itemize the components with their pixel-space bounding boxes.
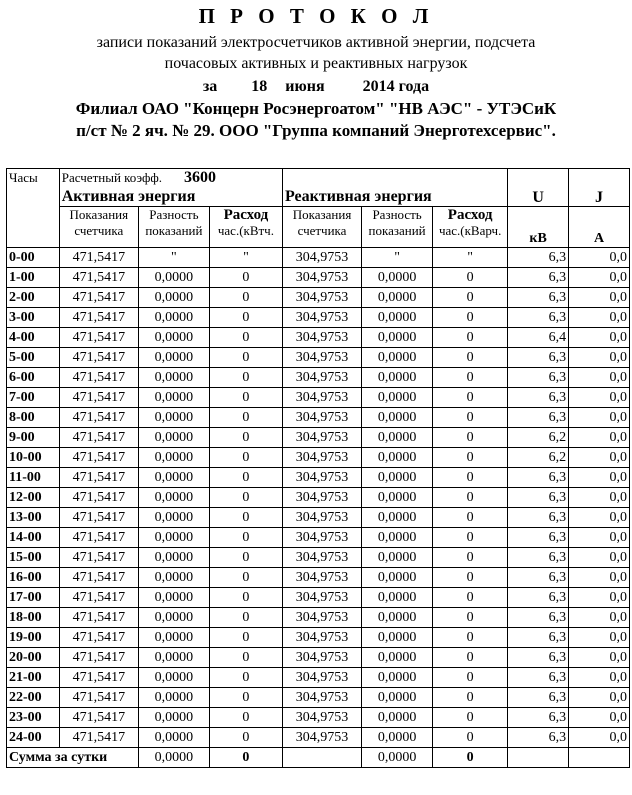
active-diff-cell: 0,0000 [138, 428, 209, 448]
active-expense-cell: 0 [209, 728, 282, 748]
reactive-expense-cell: 0 [433, 628, 508, 648]
reactive-diff-cell: " [362, 248, 433, 268]
current-cell: 0,0 [569, 588, 630, 608]
active-reading-cell: 471,5417 [59, 628, 138, 648]
table-row [7, 648, 630, 668]
active-expense-cell: 0 [209, 488, 282, 508]
reactive-reading-cell: 304,9753 [282, 468, 361, 488]
table-row [7, 548, 630, 568]
table-row [7, 728, 630, 748]
voltage-cell: 6,3 [508, 628, 569, 648]
voltage-cell: 6,2 [508, 428, 569, 448]
reactive-reading-cell: 304,9753 [282, 688, 361, 708]
hour-cell: 13-00 [7, 508, 60, 528]
voltage-cell: 6,3 [508, 688, 569, 708]
reactive-reading-cell: 304,9753 [282, 508, 361, 528]
active-diff-cell: 0,0000 [138, 628, 209, 648]
reactive-expense-cell: 0 [433, 688, 508, 708]
active-expense-cell: 0 [209, 528, 282, 548]
reactive-reading-cell: 304,9753 [282, 348, 361, 368]
date-month: июня [285, 78, 325, 95]
active-expense-cell: 0 [209, 308, 282, 328]
reactive-diff-cell: 0,0000 [362, 688, 433, 708]
current-cell: 0,0 [569, 448, 630, 468]
active-energy-header [59, 169, 282, 207]
current-cell: 0,0 [569, 408, 630, 428]
active-reading-cell: 471,5417 [59, 408, 138, 428]
table-row [7, 708, 630, 728]
active-expense-cell: 0 [209, 668, 282, 688]
current-cell: 0,0 [569, 648, 630, 668]
voltage-cell: 6,3 [508, 588, 569, 608]
active-expense-cell: 0 [209, 368, 282, 388]
reactive-expense-cell: 0 [433, 528, 508, 548]
active-diff-cell: 0,0000 [138, 568, 209, 588]
active-diff-cell: 0,0000 [138, 528, 209, 548]
active-diff-cell: 0,0000 [138, 408, 209, 428]
table-row [7, 448, 630, 468]
reactive-diff-cell: 0,0000 [362, 408, 433, 428]
hour-cell: 24-00 [7, 728, 60, 748]
total-reactive-expense: 0 [433, 748, 508, 768]
active-reading-cell: 471,5417 [59, 428, 138, 448]
reactive-diff-cell: 0,0000 [362, 528, 433, 548]
coefficient-value: 3600 [184, 169, 216, 186]
reactive-reading-cell: 304,9753 [282, 368, 361, 388]
current-cell: 0,0 [569, 548, 630, 568]
reactive-diff-cell: 0,0000 [362, 428, 433, 448]
reactive-diff-cell: 0,0000 [362, 648, 433, 668]
document-title: П Р О Т О К О Л [198, 4, 434, 28]
active-expense-cell: 0 [209, 548, 282, 568]
active-diff-cell: 0,0000 [138, 368, 209, 388]
voltage-cell: 6,3 [508, 508, 569, 528]
reactive-reading-cell: 304,9753 [282, 408, 361, 428]
reactive-expense-cell: 0 [433, 728, 508, 748]
reactive-expense-cell: 0 [433, 588, 508, 608]
reactive-diff-cell: 0,0000 [362, 308, 433, 328]
reactive-reading-cell: 304,9753 [282, 708, 361, 728]
total-empty-voltage [508, 748, 569, 768]
current-cell: 0,0 [569, 368, 630, 388]
active-expense-cell: 0 [209, 688, 282, 708]
active-expense-cell: 0 [209, 408, 282, 428]
hour-cell: 21-00 [7, 668, 60, 688]
voltage-cell: 6,3 [508, 568, 569, 588]
table-row [7, 248, 630, 268]
voltage-unit: кВ [508, 207, 569, 248]
reactive-expense-cell: 0 [433, 708, 508, 728]
table-row [7, 268, 630, 288]
current-cell: 0,0 [569, 328, 630, 348]
active-reading-cell: 471,5417 [59, 508, 138, 528]
reactive-expense-cell: 0 [433, 348, 508, 368]
reactive-expense-cell: 0 [433, 268, 508, 288]
reactive-expense-cell: 0 [433, 408, 508, 428]
reactive-diff-cell: 0,0000 [362, 488, 433, 508]
table-row [7, 288, 630, 308]
hour-cell: 3-00 [7, 308, 60, 328]
reactive-diff-cell: 0,0000 [362, 668, 433, 688]
reactive-reading-cell: 304,9753 [282, 248, 361, 268]
hour-cell: 22-00 [7, 688, 60, 708]
active-diff-cell: 0,0000 [138, 728, 209, 748]
reactive-expense-cell: 0 [433, 328, 508, 348]
active-readings-subheader: Показания счетчика [59, 207, 138, 248]
reactive-reading-cell: 304,9753 [282, 628, 361, 648]
current-cell: 0,0 [569, 668, 630, 688]
reactive-diff-subheader: Разность показаний [362, 207, 433, 248]
table-row [7, 608, 630, 628]
current-cell: 0,0 [569, 428, 630, 448]
date-day: 18 [251, 78, 268, 95]
current-cell: 0,0 [569, 708, 630, 728]
reactive-expense-cell: 0 [433, 508, 508, 528]
active-diff-cell: 0,0000 [138, 548, 209, 568]
current-cell: 0,0 [569, 628, 630, 648]
total-active-diff: 0,0000 [138, 748, 209, 768]
active-diff-cell: 0,0000 [138, 388, 209, 408]
active-reading-cell: 471,5417 [59, 468, 138, 488]
hour-cell: 1-00 [7, 268, 60, 288]
active-diff-cell: 0,0000 [138, 308, 209, 328]
active-diff-cell: 0,0000 [138, 328, 209, 348]
voltage-cell: 6,3 [508, 408, 569, 428]
reactive-reading-cell: 304,9753 [282, 668, 361, 688]
voltage-cell: 6,3 [508, 468, 569, 488]
reactive-expense-cell: 0 [433, 288, 508, 308]
reactive-expense-cell: 0 [433, 448, 508, 468]
reactive-reading-cell: 304,9753 [282, 288, 361, 308]
voltage-cell: 6,3 [508, 528, 569, 548]
hour-cell: 19-00 [7, 628, 60, 648]
hour-cell: 14-00 [7, 528, 60, 548]
current-cell: 0,0 [569, 348, 630, 368]
reactive-expense-cell: 0 [433, 388, 508, 408]
reactive-reading-cell: 304,9753 [282, 308, 361, 328]
table-row [7, 368, 630, 388]
active-expense-cell: 0 [209, 288, 282, 308]
active-expense-cell: 0 [209, 328, 282, 348]
table-row [7, 328, 630, 348]
voltage-cell: 6,4 [508, 328, 569, 348]
total-row [7, 748, 630, 768]
table-row [7, 428, 630, 448]
hour-cell: 7-00 [7, 388, 60, 408]
date-prefix: за [202, 78, 218, 95]
active-reading-cell: 471,5417 [59, 488, 138, 508]
total-reactive-diff: 0,0000 [362, 748, 433, 768]
active-reading-cell: 471,5417 [59, 388, 138, 408]
voltage-cell: 6,3 [508, 308, 569, 328]
current-cell: 0,0 [569, 528, 630, 548]
current-cell: 0,0 [569, 308, 630, 328]
reactive-expense-cell: 0 [433, 648, 508, 668]
active-diff-cell: 0,0000 [138, 488, 209, 508]
hour-cell: 10-00 [7, 448, 60, 468]
current-header: J [569, 169, 630, 207]
active-reading-cell: 471,5417 [59, 648, 138, 668]
reactive-energy-header: Реактивная энергия [282, 169, 507, 207]
reactive-diff-cell: 0,0000 [362, 708, 433, 728]
hour-cell: 6-00 [7, 368, 60, 388]
coefficient-label: Расчетный коэфф. [61, 170, 162, 185]
table-row [7, 308, 630, 328]
table-row [7, 348, 630, 368]
active-expense-cell: 0 [209, 588, 282, 608]
active-reading-cell: 471,5417 [59, 588, 138, 608]
active-expense-cell: 0 [209, 628, 282, 648]
hour-cell: 18-00 [7, 608, 60, 628]
voltage-cell: 6,3 [508, 268, 569, 288]
table-row [7, 408, 630, 428]
current-cell: 0,0 [569, 248, 630, 268]
active-expense-cell: 0 [209, 608, 282, 628]
reactive-reading-cell: 304,9753 [282, 328, 361, 348]
reactive-diff-cell: 0,0000 [362, 728, 433, 748]
current-cell: 0,0 [569, 488, 630, 508]
reactive-reading-cell: 304,9753 [282, 488, 361, 508]
hour-cell: 16-00 [7, 568, 60, 588]
reactive-diff-cell: 0,0000 [362, 568, 433, 588]
active-reading-cell: 471,5417 [59, 568, 138, 588]
active-reading-cell: 471,5417 [59, 308, 138, 328]
active-diff-cell: 0,0000 [138, 448, 209, 468]
active-diff-subheader: Разность показаний [138, 207, 209, 248]
reactive-diff-cell: 0,0000 [362, 508, 433, 528]
reactive-reading-cell: 304,9753 [282, 388, 361, 408]
active-reading-cell: 471,5417 [59, 708, 138, 728]
reactive-reading-cell: 304,9753 [282, 728, 361, 748]
reactive-diff-cell: 0,0000 [362, 548, 433, 568]
reactive-diff-cell: 0,0000 [362, 608, 433, 628]
active-reading-cell: 471,5417 [59, 728, 138, 748]
voltage-cell: 6,3 [508, 388, 569, 408]
reactive-expense-cell: 0 [433, 548, 508, 568]
reactive-expense-cell: 0 [433, 608, 508, 628]
active-diff-cell: 0,0000 [138, 268, 209, 288]
date-year: 2014 года [362, 78, 430, 95]
reactive-diff-cell: 0,0000 [362, 268, 433, 288]
table-row [7, 468, 630, 488]
reactive-diff-cell: 0,0000 [362, 288, 433, 308]
reactive-expense-cell: 0 [433, 468, 508, 488]
active-reading-cell: 471,5417 [59, 248, 138, 268]
table-row [7, 528, 630, 548]
reactive-expense-cell: 0 [433, 568, 508, 588]
reactive-reading-cell: 304,9753 [282, 448, 361, 468]
active-diff-cell: " [138, 248, 209, 268]
active-reading-cell: 471,5417 [59, 288, 138, 308]
hour-cell: 5-00 [7, 348, 60, 368]
active-diff-cell: 0,0000 [138, 288, 209, 308]
active-diff-cell: 0,0000 [138, 588, 209, 608]
current-cell: 0,0 [569, 568, 630, 588]
table-row [7, 568, 630, 588]
active-reading-cell: 471,5417 [59, 528, 138, 548]
reactive-reading-cell: 304,9753 [282, 568, 361, 588]
active-diff-cell: 0,0000 [138, 348, 209, 368]
voltage-cell: 6,3 [508, 368, 569, 388]
active-expense-cell: 0 [209, 268, 282, 288]
current-unit: А [569, 207, 630, 248]
hour-cell: 0-00 [7, 248, 60, 268]
active-expense-cell: 0 [209, 708, 282, 728]
active-reading-cell: 471,5417 [59, 328, 138, 348]
hour-cell: 2-00 [7, 288, 60, 308]
active-expense-cell: 0 [209, 568, 282, 588]
subtitle-line-1: записи показаний электросчетчиков активной энергии, подсчета [96, 34, 536, 51]
voltage-cell: 6,3 [508, 648, 569, 668]
current-cell: 0,0 [569, 688, 630, 708]
table-row [7, 688, 630, 708]
hour-cell: 4-00 [7, 328, 60, 348]
date-line [0, 78, 632, 96]
active-diff-cell: 0,0000 [138, 688, 209, 708]
voltage-cell: 6,3 [508, 348, 569, 368]
reactive-diff-cell: 0,0000 [362, 348, 433, 368]
table-row [7, 588, 630, 608]
reactive-reading-cell: 304,9753 [282, 428, 361, 448]
current-cell: 0,0 [569, 468, 630, 488]
current-cell: 0,0 [569, 608, 630, 628]
reactive-expense-cell: 0 [433, 428, 508, 448]
voltage-cell: 6,3 [508, 248, 569, 268]
active-reading-cell: 471,5417 [59, 688, 138, 708]
total-empty-reactive-reading [282, 748, 361, 768]
active-reading-cell: 471,5417 [59, 608, 138, 628]
active-reading-cell: 471,5417 [59, 548, 138, 568]
voltage-header: U [508, 169, 569, 207]
reactive-reading-cell: 304,9753 [282, 588, 361, 608]
subtitle-line-2: почасовых активных и реактивных нагрузок [164, 55, 468, 72]
active-diff-cell: 0,0000 [138, 608, 209, 628]
active-reading-cell: 471,5417 [59, 348, 138, 368]
active-diff-cell: 0,0000 [138, 708, 209, 728]
voltage-cell: 6,3 [508, 708, 569, 728]
active-energy-label: Активная энергия [61, 188, 196, 205]
voltage-cell: 6,3 [508, 548, 569, 568]
total-active-expense: 0 [209, 748, 282, 768]
voltage-cell: 6,3 [508, 668, 569, 688]
hours-header: Часы [7, 169, 60, 248]
active-expense-cell: 0 [209, 468, 282, 488]
reactive-readings-subheader: Показания счетчика [282, 207, 361, 248]
active-reading-cell: 471,5417 [59, 368, 138, 388]
table-row [7, 508, 630, 528]
hour-cell: 20-00 [7, 648, 60, 668]
active-expense-cell: 0 [209, 648, 282, 668]
table-row [7, 488, 630, 508]
current-cell: 0,0 [569, 268, 630, 288]
readings-table [6, 168, 630, 768]
table-row [7, 668, 630, 688]
active-expense-cell: 0 [209, 428, 282, 448]
reactive-diff-cell: 0,0000 [362, 448, 433, 468]
reactive-expense-cell: " [433, 248, 508, 268]
active-reading-cell: 471,5417 [59, 268, 138, 288]
reactive-diff-cell: 0,0000 [362, 468, 433, 488]
reactive-reading-cell: 304,9753 [282, 648, 361, 668]
voltage-cell: 6,3 [508, 608, 569, 628]
reactive-diff-cell: 0,0000 [362, 368, 433, 388]
active-expense-cell: " [209, 248, 282, 268]
active-expense-cell: 0 [209, 508, 282, 528]
total-empty-current [569, 748, 630, 768]
active-diff-cell: 0,0000 [138, 648, 209, 668]
reactive-diff-cell: 0,0000 [362, 328, 433, 348]
hour-cell: 17-00 [7, 588, 60, 608]
active-expense-cell: 0 [209, 448, 282, 468]
reactive-expense-subheader: Расход час.(кВарч. [433, 207, 508, 248]
reactive-expense-cell: 0 [433, 368, 508, 388]
reactive-reading-cell: 304,9753 [282, 548, 361, 568]
reactive-expense-cell: 0 [433, 488, 508, 508]
voltage-cell: 6,2 [508, 448, 569, 468]
reactive-reading-cell: 304,9753 [282, 528, 361, 548]
reactive-diff-cell: 0,0000 [362, 628, 433, 648]
hour-cell: 12-00 [7, 488, 60, 508]
active-diff-cell: 0,0000 [138, 508, 209, 528]
reactive-reading-cell: 304,9753 [282, 608, 361, 628]
voltage-cell: 6,3 [508, 728, 569, 748]
active-expense-cell: 0 [209, 348, 282, 368]
active-diff-cell: 0,0000 [138, 468, 209, 488]
hour-cell: 9-00 [7, 428, 60, 448]
voltage-cell: 6,3 [508, 488, 569, 508]
hour-cell: 11-00 [7, 468, 60, 488]
active-diff-cell: 0,0000 [138, 668, 209, 688]
current-cell: 0,0 [569, 388, 630, 408]
active-expense-cell: 0 [209, 388, 282, 408]
reactive-diff-cell: 0,0000 [362, 588, 433, 608]
reactive-expense-cell: 0 [433, 668, 508, 688]
active-reading-cell: 471,5417 [59, 448, 138, 468]
table-row [7, 628, 630, 648]
total-label: Сумма за сутки [7, 748, 139, 768]
voltage-cell: 6,3 [508, 288, 569, 308]
reactive-diff-cell: 0,0000 [362, 388, 433, 408]
active-expense-subheader: Расход час.(кВтч. [209, 207, 282, 248]
table-row [7, 388, 630, 408]
current-cell: 0,0 [569, 728, 630, 748]
hour-cell: 15-00 [7, 548, 60, 568]
hour-cell: 8-00 [7, 408, 60, 428]
current-cell: 0,0 [569, 288, 630, 308]
organization-line: Филиал ОАО "Концерн Росэнергоатом" "НВ АЭС" - УТЭСиК [75, 99, 557, 118]
substation-line: п/ст № 2 яч. № 29. ООО "Группа компаний Энерготехсервис". [76, 121, 556, 140]
reactive-reading-cell: 304,9753 [282, 268, 361, 288]
active-reading-cell: 471,5417 [59, 668, 138, 688]
reactive-expense-cell: 0 [433, 308, 508, 328]
current-cell: 0,0 [569, 508, 630, 528]
hour-cell: 23-00 [7, 708, 60, 728]
